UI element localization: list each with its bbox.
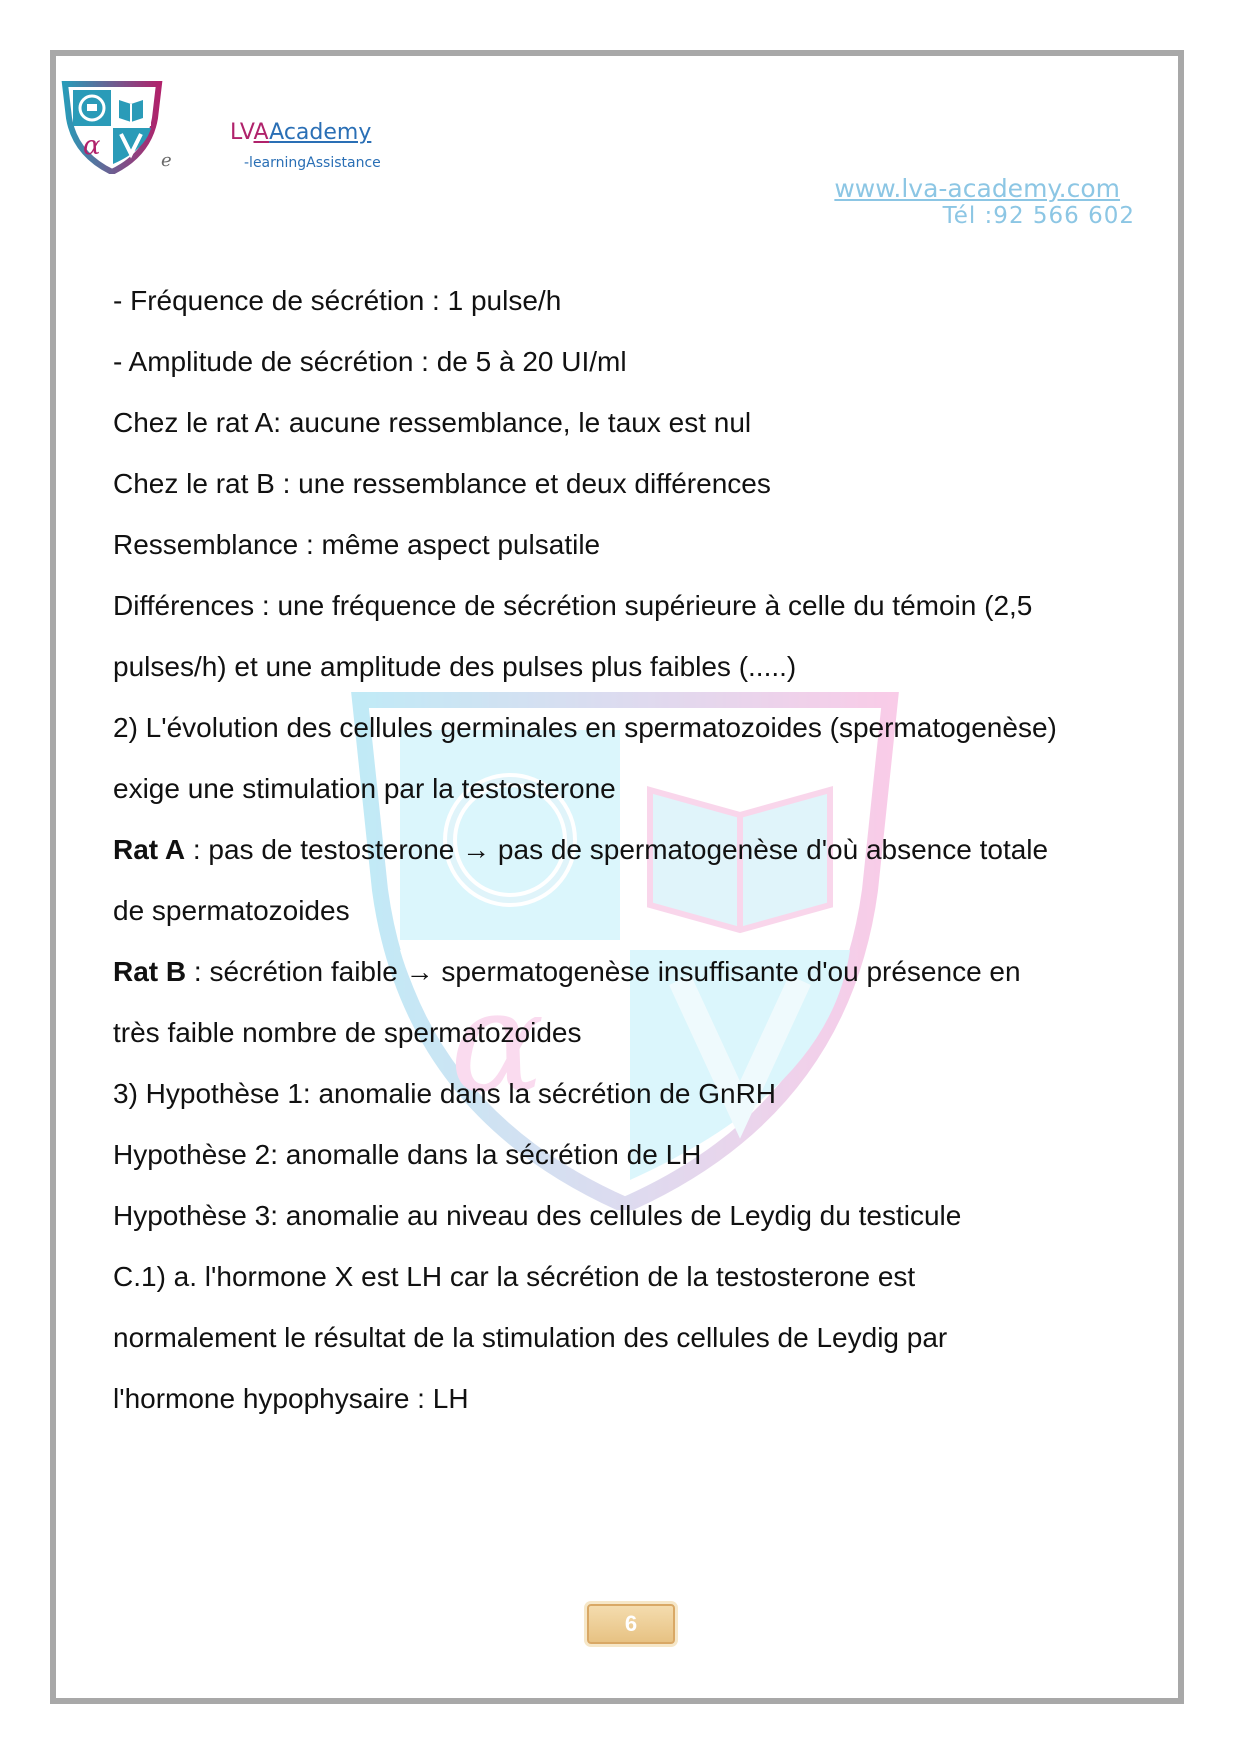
body-line-rat-b xyxy=(113,941,1133,1002)
lva-academy-logo-icon xyxy=(57,78,167,174)
rat-b-label: Rat B xyxy=(113,956,187,987)
svg-text:α: α xyxy=(83,131,101,161)
phone-number: Tél :92 566 602 xyxy=(942,203,1135,229)
body-line: très faible nombre de spermatozoides xyxy=(113,1017,582,1048)
website-link[interactable]: www.lva-academy.com xyxy=(834,174,1120,203)
body-line: l'hormone hypophysaire : LH xyxy=(113,1383,469,1414)
body-line: Hypothèse 2: anomalle dans la sécrétion de LH xyxy=(113,1139,702,1170)
svg-text:α: α xyxy=(450,961,545,1124)
logo-letter: e xyxy=(161,150,172,171)
brand-part-academy: Academy xyxy=(269,120,372,145)
rat-a-label: Rat A xyxy=(113,834,186,865)
brand-part-a: A xyxy=(253,120,270,145)
document-body xyxy=(113,270,1133,1429)
body-line: de spermatozoides xyxy=(113,895,350,926)
brand-part-lv: LV xyxy=(230,120,254,145)
rat-a-text: : pas de testosterone → pas de spermatogenèse d'où absence totale xyxy=(185,834,1049,865)
brand-tagline: -learningAssistance xyxy=(244,155,381,171)
body-line: - Fréquence de sécrétion : 1 pulse/h xyxy=(113,285,562,316)
body-line: Chez le rat A: aucune ressemblance, le taux est nul xyxy=(113,407,752,438)
body-line: 3) Hypothèse 1: anomalie dans la sécrétion de GnRH xyxy=(113,1078,777,1109)
body-line: Différences : une fréquence de sécrétion supérieure à celle du témoin (2,5 xyxy=(113,590,1033,621)
body-line: Hypothèse 3: anomalie au niveau des cellules de Leydig du testicule xyxy=(113,1200,962,1231)
body-line: normalement le résultat de la stimulation des cellules de Leydig par xyxy=(113,1322,948,1353)
body-line: Chez le rat B : une ressemblance et deux différences xyxy=(113,468,771,499)
body-line: pulses/h) et une amplitude des pulses plus faibles (.....) xyxy=(113,651,797,682)
brand-name xyxy=(230,120,371,146)
body-line: 2) L'évolution des cellules germinales en spermatozoides (spermatogenèse) xyxy=(113,712,1057,743)
body-line: - Amplitude de sécrétion : de 5 à 20 UI/ml xyxy=(113,346,627,377)
body-line: C.1) a. l'hormone X est LH car la sécrétion de la testosterone est xyxy=(113,1261,916,1292)
body-line-rat-a xyxy=(113,819,1133,880)
page-number: 6 xyxy=(587,1604,675,1644)
body-line: exige une stimulation par la testosterone xyxy=(113,773,616,804)
rat-b-text: : sécrétion faible → spermatogenèse insuffisante d'ou présence en xyxy=(186,956,1021,987)
body-line: Ressemblance : même aspect pulsatile xyxy=(113,529,601,560)
